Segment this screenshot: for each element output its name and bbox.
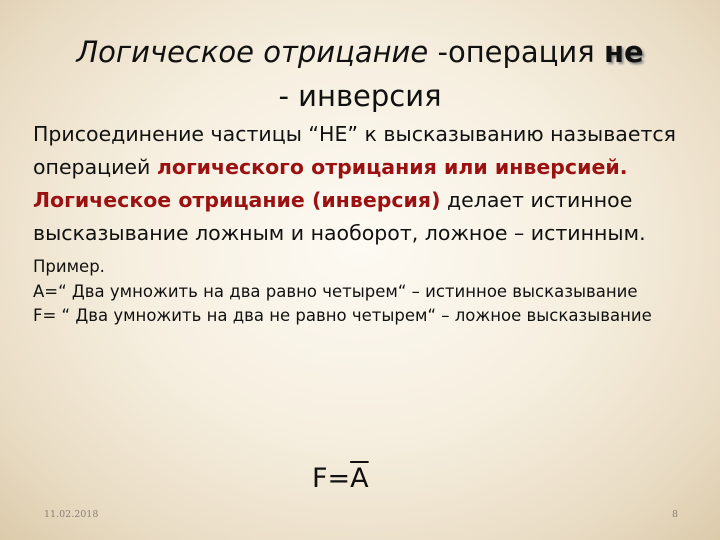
definition-highlight-1: логического отрицания или инверсией.: [156, 155, 628, 179]
example-line-f: F= “ Два умножить на два не равно четырем“ – ложное высказывание: [33, 306, 652, 325]
slide-title: [40, 30, 680, 118]
example-line-a: А=“ Два умножить на два равно четырем“ – истинное высказывание: [33, 281, 638, 301]
example-block: [33, 255, 693, 329]
formula-negated-a: $\overline{A}$: [350, 463, 369, 494]
definition-paragraph: [33, 118, 693, 250]
negation-formula: [312, 463, 369, 495]
definition-text-1: Присоединение частицы “НЕ” к высказыванию называется операцией: [33, 122, 676, 179]
title-line2: - инверсия: [278, 79, 442, 113]
definition-text-2: делает истинное высказывание ложным и наоборот, ложное – истинным.: [33, 188, 646, 245]
title-middle-part: -операция: [428, 35, 604, 69]
slide-body: [33, 118, 693, 329]
title-italic-part: Логическое отрицание: [76, 35, 429, 69]
footer-page-number: 8: [671, 509, 678, 520]
title-bold-part: не: [603, 35, 644, 69]
definition-highlight-2: Логическое отрицание (инверсия): [33, 188, 441, 212]
formula-lhs: F=: [312, 463, 351, 494]
example-heading: Пример.: [33, 257, 105, 276]
footer-date: 11.02.2018: [44, 509, 99, 520]
